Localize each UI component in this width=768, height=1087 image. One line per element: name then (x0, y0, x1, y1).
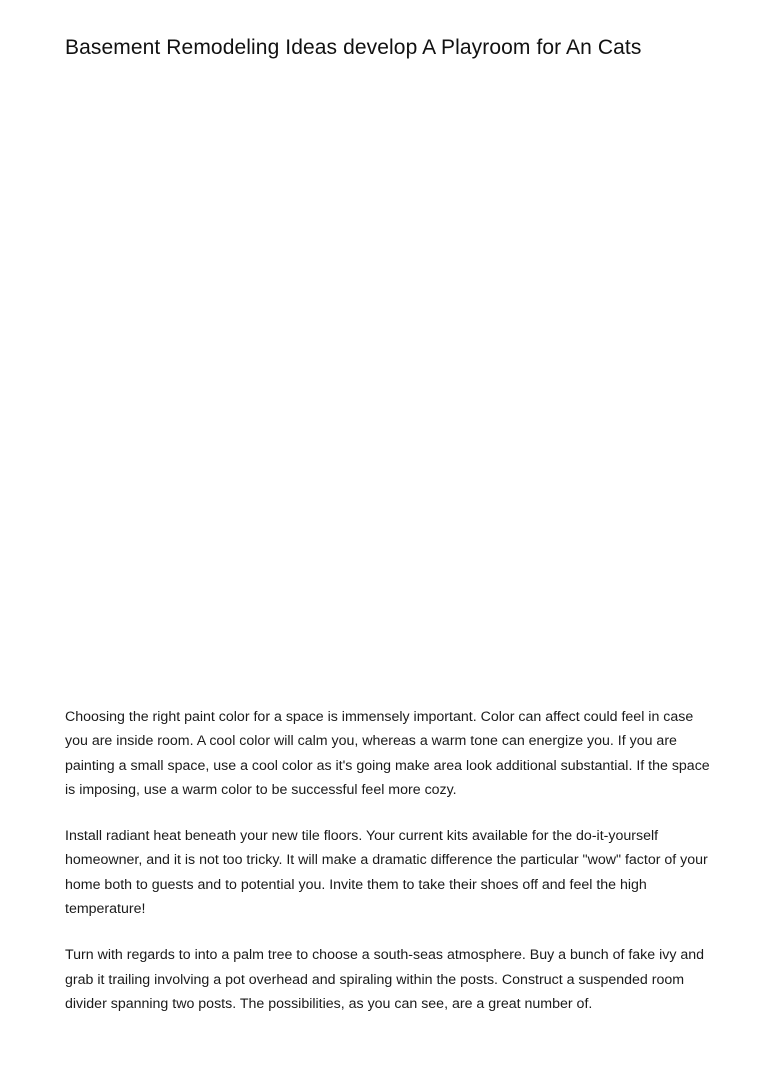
paragraph-palm-tree: Turn with regards to into a palm tree to choose a south-seas atmosphere. Buy a bunch of fake ivy and grab it trailing involving a pot overhead and spiraling within the posts. Construct a suspended room divider spanning two posts. The possibilities, as you can see, are a great number of. (65, 947, 705, 1012)
paragraph-radiant-heat: Install radiant heat beneath your new tile floors. Your current kits available for the do-it-yourself homeowner, and it is not too tricky. It will make a dramatic difference the particular "wow" factor of your home both to guests and to potential you. Invite them to take their shoes off and feel the high temperature! (65, 828, 708, 918)
paragraph-paint-color: Choosing the right paint color for a space is immensely important. Color can affect could feel in case you are inside room. A cool color will calm you, whereas a warm tone can energize you. If you are painting a small space, use a cool color as it's going make area look additional substantial. If the space is imposing, use a warm color to be successful feel more cozy. (65, 709, 710, 798)
article-body (65, 705, 715, 1038)
page-title: Basement Remodeling Ideas develop A Playroom for An Cats (65, 36, 642, 59)
